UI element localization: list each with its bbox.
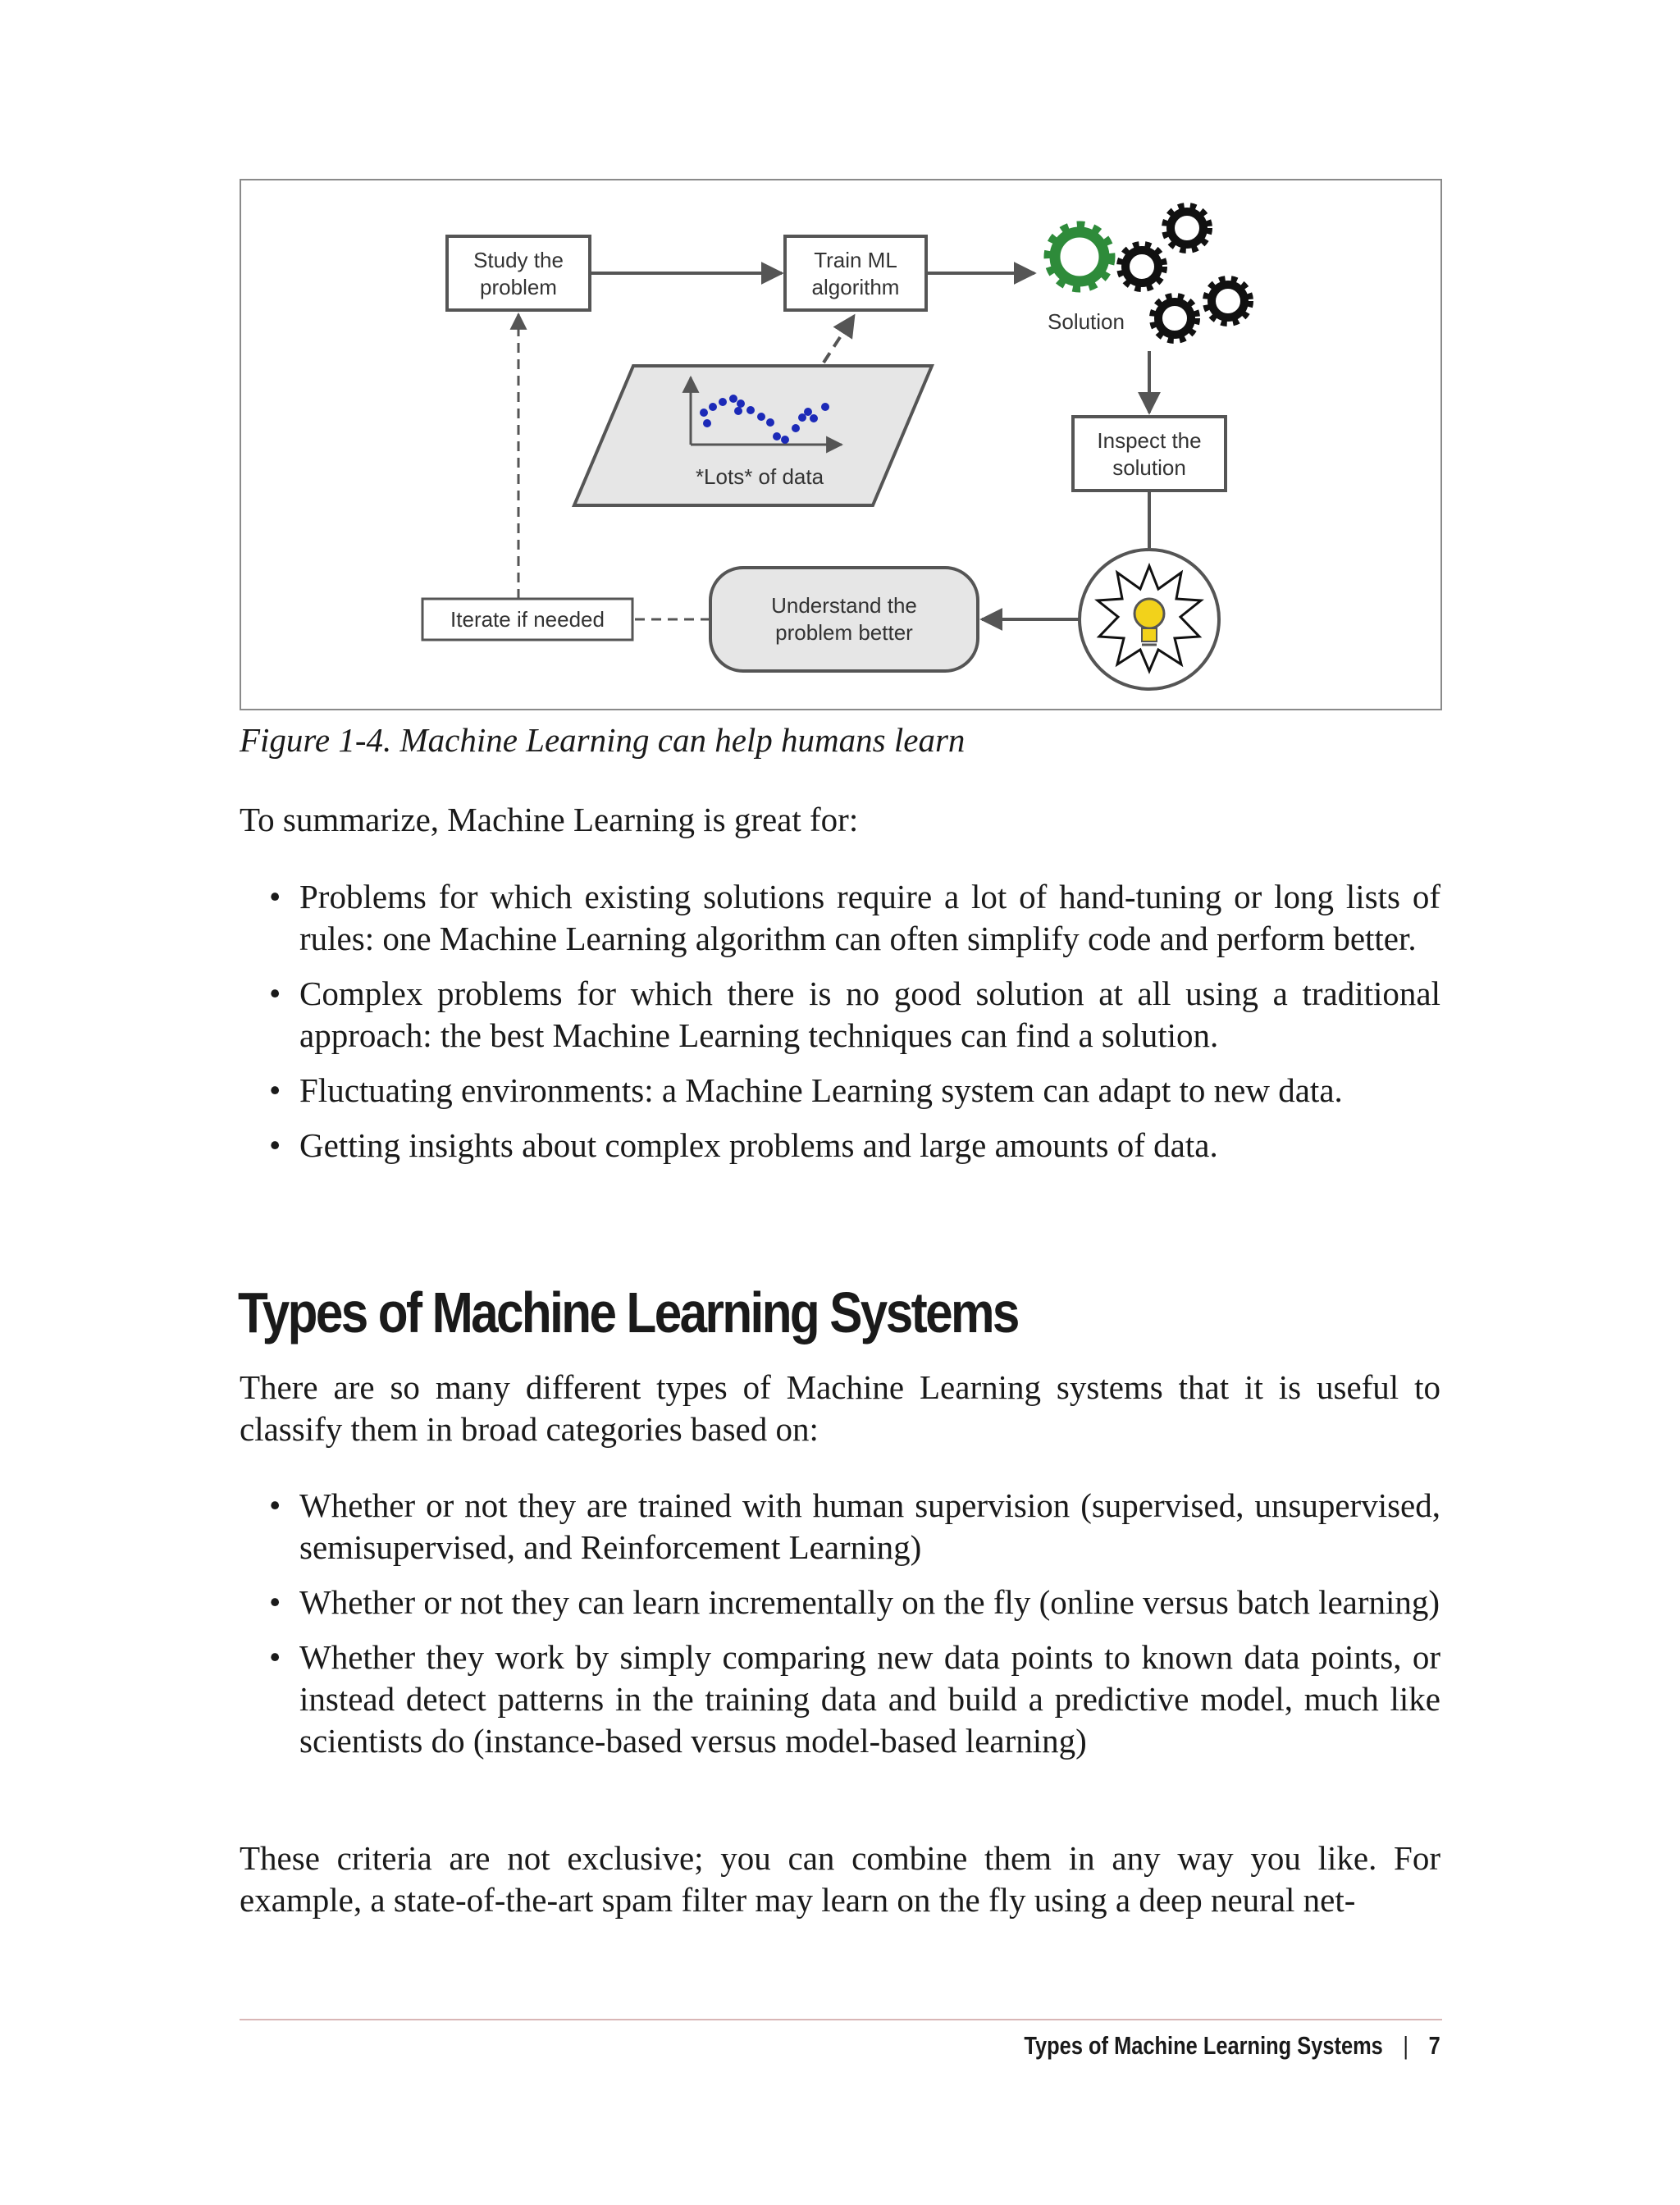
study-box-line2: problem xyxy=(480,275,557,299)
arrow-data-to-train xyxy=(824,316,854,363)
list-item-text: Complex problems for which there is no good solution at all using a traditional approach: the best Machine Learning techniques can find a solution. xyxy=(299,975,1440,1054)
list-item: • Complex problems for which there is no good solution at all using a traditional approach: the best Machine Learning techniques can find a solution. xyxy=(269,975,1440,1054)
criteria-text: These criteria are not exclusive; you can combine them in any way you like. For example, a state-of-the-art spam filter may learn on the fly using a deep neural net- xyxy=(240,1839,1440,1919)
ml-workflow-figure xyxy=(240,179,1442,710)
list-item: • Whether they work by simply comparing new data points to known data points, or instead detect patterns in the training data and build a predictive model, much like scientists do (instance-based versus model-based learning) xyxy=(269,1638,1440,1760)
iterate-label: Iterate if needed xyxy=(450,607,605,632)
list-item: • Problems for which existing solutions require a lot of hand-tuning or long lists of rules: one Machine Learning algorithm can often simplify code and perform better. xyxy=(269,878,1440,957)
bullet-list-2 xyxy=(240,1485,1440,1775)
list-item-text: Whether they work by simply comparing new data points to known data points, or instead detect patterns in the training data and build a predictive model, much like scientists do (instance-based versus model-based learning) xyxy=(299,1638,1440,1760)
list-item-text: Fluctuating environments: a Machine Learning system can adapt to new data. xyxy=(299,1071,1343,1109)
solution-label: Solution xyxy=(1048,309,1125,334)
footer-rule xyxy=(240,2019,1442,2020)
categories-paragraph xyxy=(240,1367,1440,1450)
categories-text: There are so many different types of Machine Learning systems that it is useful to classify them in broad categories based on: xyxy=(240,1368,1440,1448)
inspect-box-line2: solution xyxy=(1112,455,1186,480)
lightbulb-icon xyxy=(1080,550,1219,689)
list-item: • Whether or not they are trained with human supervision (supervised, unsupervised, semisupervised, and Reinforcement Learning) xyxy=(269,1486,1440,1566)
understand-problem-box xyxy=(710,568,978,671)
running-footer-title: Types of Machine Learning Systems xyxy=(1024,2031,1384,2060)
train-box-line2: algorithm xyxy=(811,275,900,299)
train-box-line1: Train ML xyxy=(814,248,897,272)
list-item-text: Getting insights about complex problems and large amounts of data. xyxy=(299,1126,1218,1164)
list-item: • Whether or not they can learn incrementally on the fly (online versus batch learning) xyxy=(269,1583,1440,1621)
list-item: • Getting insights about complex problems and large amounts of data. xyxy=(269,1126,1218,1164)
data-panel xyxy=(574,366,932,505)
data-label: *Lots* of data xyxy=(695,464,824,489)
list-item-text: Problems for which existing solutions require a lot of hand-tuning or long lists of rules: one Machine Learning algorithm can often simplify code and perform better. xyxy=(299,878,1440,957)
page-footer xyxy=(1025,2031,1440,2061)
inspect-solution-box xyxy=(1073,417,1226,491)
section-heading: Types of Machine Learning Systems xyxy=(238,1281,1018,1344)
understand-box-line2: problem better xyxy=(775,620,913,645)
intro-paragraph xyxy=(240,799,1440,841)
intro-text: To summarize, Machine Learning is great for: xyxy=(240,801,859,838)
list-item: • Fluctuating environments: a Machine Learning system can adapt to new data. xyxy=(269,1071,1343,1109)
inspect-box-line1: Inspect the xyxy=(1097,428,1202,453)
bullet-list-1 xyxy=(240,876,1440,1180)
list-item-text: Whether or not they are trained with human supervision (supervised, unsupervised, semisupervised, and Reinforcement Learning) xyxy=(299,1486,1440,1566)
train-algorithm-box xyxy=(785,236,926,310)
understand-box-line1: Understand the xyxy=(771,593,917,618)
footer-separator: | xyxy=(1403,2031,1409,2060)
figure-caption: Figure 1-4. Machine Learning can help humans learn xyxy=(240,721,966,759)
list-item-text: Whether or not they can learn incrementally on the fly (online versus batch learning) xyxy=(299,1583,1440,1621)
iterate-box xyxy=(422,599,632,640)
page-number: 7 xyxy=(1428,2031,1440,2060)
study-problem-box xyxy=(447,236,590,310)
criteria-paragraph xyxy=(240,1838,1440,1921)
study-box-line1: Study the xyxy=(473,248,564,272)
